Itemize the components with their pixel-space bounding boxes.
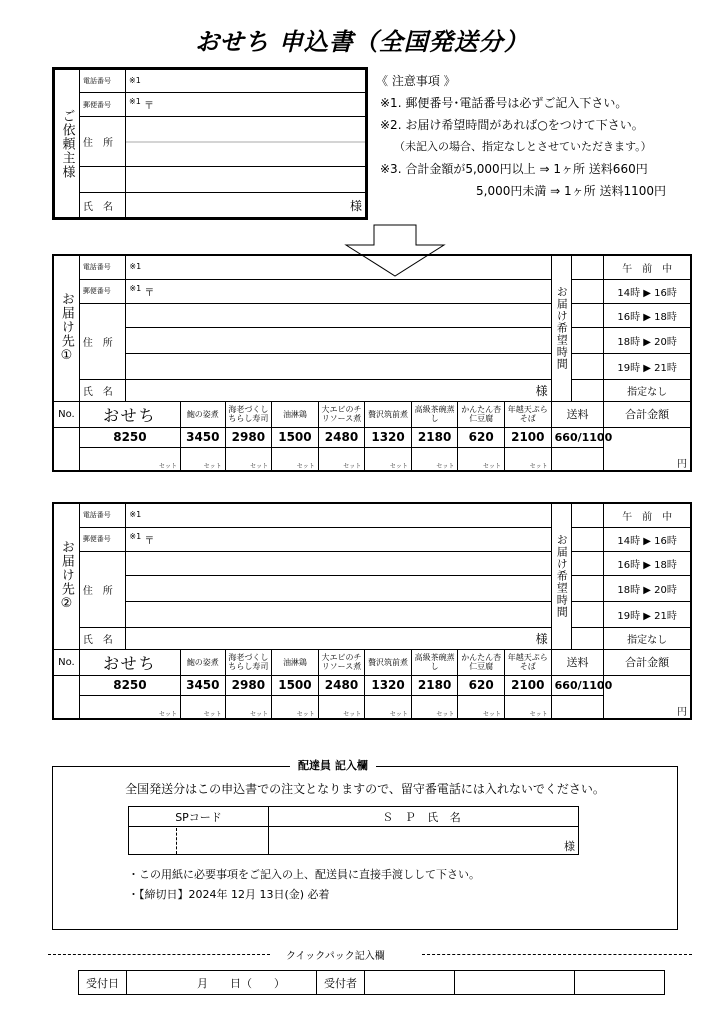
recipient-2-time-circle-1[interactable] [571, 527, 603, 551]
recipient-1-time-label: お届け希望時間 [551, 255, 571, 401]
quickpack-table [78, 970, 665, 995]
recipient-2-qty-7[interactable]: セット [458, 695, 505, 719]
recipient-2-name-label: 氏 名 [79, 627, 126, 649]
delivery-bullet-1: ・この用紙に必要事項をご記入の上、配送員に直接手渡しして下さい。 [128, 868, 480, 881]
recipient-2-qty-3[interactable]: セット [272, 695, 319, 719]
recipient-1-time-0[interactable]: 午 前 中 [604, 255, 691, 279]
recipient-1-table [52, 254, 692, 472]
recipient-2-address-field-1[interactable] [126, 551, 551, 575]
recipient-1-product-8-price: 2100 [504, 427, 551, 447]
recipient-1-product-5-name: 贅沢筑前煮 [365, 401, 412, 427]
recipient-1-name-field[interactable]: 様 [126, 379, 551, 401]
recipient-1-qty-2[interactable]: セット [225, 447, 272, 471]
recipient-2-address-label: 住 所 [79, 551, 126, 627]
recipient-1-qty-5[interactable]: セット [365, 447, 412, 471]
recipient-2-qty-2[interactable]: セット [225, 695, 272, 719]
recipient-1-product-3-price: 1500 [272, 427, 319, 447]
recipient-1-address-field-2[interactable] [126, 327, 551, 353]
recipient-2-total-label: 合計金額 [604, 649, 691, 675]
recipient-1-shipping-label: 送料 [551, 401, 604, 427]
recipient-1-product-1-price: 3450 [181, 427, 226, 447]
recipient-2-label: お届け先② [53, 503, 79, 649]
recipient-2-postal-field[interactable]: $^{※1}$ 〒 [126, 527, 551, 551]
recipient-1-postal-field[interactable]: $^{※1}$ 〒 [126, 279, 551, 303]
recipient-2-time-circle-5[interactable] [571, 627, 603, 649]
recipient-1-address-field-3[interactable] [126, 353, 551, 379]
delivery-message: 全国発送分はこの申込書での注文となりますので、留守番電話には入れないでください。 [125, 782, 605, 796]
recipient-2-time-circle-4[interactable] [571, 601, 603, 627]
recipient-1-product-4-price: 2480 [318, 427, 365, 447]
recipient-2-table [52, 502, 692, 720]
recipient-2-shipping-value: 660/1100 [551, 675, 604, 695]
requester-name-field[interactable]: 様 [126, 193, 367, 219]
requester-address-field-2[interactable] [126, 167, 367, 193]
recipient-2-address-field-3[interactable] [126, 601, 551, 627]
requester-address-field[interactable] [126, 117, 367, 167]
notes [376, 70, 716, 202]
delivery-title: 配達員 記入欄 [290, 757, 376, 773]
recipient-2-product-8-price: 2100 [504, 675, 551, 695]
recipient-2-time-circle-3[interactable] [571, 575, 603, 601]
recipient-1-product-0-price: 8250 [79, 427, 180, 447]
sp-code-label: SPコード [129, 807, 269, 827]
recipient-2-product-3-name: 油淋鶏 [272, 649, 319, 675]
recipient-2-product-2-name: 海老づくしちらし寿司 [225, 649, 272, 675]
note-4: ※3. 合計金額が5,000円以上 ⇒ 1ヶ所 送料660円 [380, 162, 648, 176]
note-1: ※1. 郵便番号･電話番号は必ずご記入下さい。 [380, 96, 628, 110]
recipient-1-product-5-price: 1320 [365, 427, 412, 447]
recipient-2-product-4-price: 2480 [318, 675, 365, 695]
recipient-2-product-5-name: 贅沢筑前煮 [365, 649, 412, 675]
note-5: 5,000円未満 ⇒ 1ヶ所 送料1100円 [476, 184, 667, 198]
recipient-2-no-label: No. [53, 649, 79, 675]
recipient-2-time-5[interactable]: 指定なし [604, 627, 691, 649]
requester-label: ご依頼主様 [54, 69, 80, 219]
recipient-1-product-2-price: 2980 [225, 427, 272, 447]
recipient-1-total-label: 合計金額 [604, 401, 691, 427]
recipient-1-product-2-name: 海老づくしちらし寿司 [225, 401, 272, 427]
requester-phone-label: 電話番号 [80, 69, 126, 93]
recipient-2-time-1[interactable]: 14時 ▶ 16時 [604, 527, 691, 551]
recipient-2-qty-4[interactable]: セット [318, 695, 365, 719]
delivery-bullet-2: ・【締切日】2024年 12月 13日(金) 必着 [128, 888, 330, 901]
quickpack-title: クイックパック記入欄 [286, 951, 385, 962]
recipient-2-product-5-price: 1320 [365, 675, 412, 695]
recipient-1-time-circle-4[interactable] [571, 353, 603, 379]
recipient-2-postal-label: 郵便番号 [79, 527, 126, 551]
received-date-label: 受付日 [79, 971, 127, 995]
recipient-1-qty-3[interactable]: セット [272, 447, 319, 471]
recipient-1-time-1[interactable]: 14時 ▶ 16時 [604, 279, 691, 303]
recipient-2-time-circle-0[interactable] [571, 503, 603, 527]
sp-name-label: Ｓ Ｐ 氏 名 [269, 807, 579, 827]
received-date-field[interactable]: 月 日（ ） [127, 971, 317, 995]
recipient-1-phone-field[interactable]: ※1 [126, 255, 551, 279]
requester-address-label-2 [80, 167, 126, 193]
recipient-2-product-7-name: かんたん杏仁豆腐 [458, 649, 505, 675]
recipient-1-no-field[interactable] [53, 427, 79, 471]
recipient-1-total-field[interactable]: 円 [604, 427, 691, 471]
recipient-1-qty-7[interactable]: セット [458, 447, 505, 471]
recipient-2-time-0[interactable]: 午 前 中 [604, 503, 691, 527]
recipient-2-qty-6[interactable]: セット [411, 695, 458, 719]
recipient-2-phone-field[interactable]: ※1 [126, 503, 551, 527]
receiver-field[interactable] [365, 971, 455, 995]
requester-address-label: 住 所 [80, 117, 126, 167]
requester-table [52, 67, 368, 220]
recipient-1-name-label: 氏 名 [79, 379, 126, 401]
recipient-1-qty-1[interactable]: セット [181, 447, 226, 471]
note-3: （未記入の場合、指定なしとさせていただきます。） [394, 140, 652, 153]
recipient-2-name-field[interactable]: 様 [126, 627, 551, 649]
sp-code-field[interactable] [129, 827, 269, 855]
recipient-1-product-3-name: 油淋鶏 [272, 401, 319, 427]
recipient-1-phone-label: 電話番号 [79, 255, 126, 279]
recipient-1-time-3[interactable]: 18時 ▶ 20時 [604, 327, 691, 353]
requester-postal-label: 郵便番号 [80, 93, 126, 117]
recipient-1-time-5[interactable]: 指定なし [604, 379, 691, 401]
recipient-1-postal-label: 郵便番号 [79, 279, 126, 303]
recipient-2-product-1-price: 3450 [181, 675, 226, 695]
recipient-2-qty-8[interactable]: セット [504, 695, 551, 719]
recipient-2-address-field-2[interactable] [126, 575, 551, 601]
recipient-2-qty-5[interactable]: セット [365, 695, 412, 719]
recipient-1-label: お届け先① [53, 255, 79, 401]
sp-name-field[interactable]: 様 [269, 827, 579, 855]
recipient-2-time-2[interactable]: 16時 ▶ 18時 [604, 551, 691, 575]
page-title: おせち 申込書（全国発送分） [195, 28, 529, 56]
recipient-1-qty-8[interactable]: セット [504, 447, 551, 471]
recipient-2-product-0-name: おせち [79, 649, 180, 675]
recipient-1-product-7-price: 620 [458, 427, 505, 447]
quickpack-divider-left [48, 954, 270, 955]
recipient-1-shipping-value: 660/1100 [551, 427, 604, 447]
recipient-2-shipping-field[interactable] [551, 695, 604, 719]
recipient-1-qty-0[interactable]: セット [79, 447, 180, 471]
recipient-1-address-label: 住 所 [79, 303, 126, 379]
recipient-2-total-field[interactable]: 円 [604, 675, 691, 719]
requester-postal-field[interactable]: $^{※1}$ 〒 [126, 93, 367, 117]
recipient-2-product-7-price: 620 [458, 675, 505, 695]
recipient-2-product-2-price: 2980 [225, 675, 272, 695]
requester-phone-field[interactable]: ※1 [126, 69, 367, 93]
recipient-1-shipping-field[interactable] [551, 447, 604, 471]
requester-name-label: 氏 名 [80, 193, 126, 219]
recipient-2-product-0-price: 8250 [79, 675, 180, 695]
recipient-2-shipping-label: 送料 [551, 649, 604, 675]
recipient-1-time-circle-1[interactable] [571, 279, 603, 303]
recipient-2-product-6-price: 2180 [411, 675, 458, 695]
recipient-2-product-4-name: 大エビのチリソース煮 [318, 649, 365, 675]
recipient-2-product-6-name: 高級茶碗蒸し [411, 649, 458, 675]
recipient-2-product-3-price: 1500 [272, 675, 319, 695]
recipient-2-qty-1[interactable]: セット [181, 695, 226, 719]
recipient-1-product-8-name: 年越天ぷらそば [504, 401, 551, 427]
recipient-2-phone-label: 電話番号 [79, 503, 126, 527]
recipient-1-time-circle-0[interactable] [571, 255, 603, 279]
recipient-2-product-8-name: 年越天ぷらそば [504, 649, 551, 675]
recipient-1-time-4[interactable]: 19時 ▶ 21時 [604, 353, 691, 379]
note-2: ※2. お届け希望時間があれば○をつけて下さい。 [380, 118, 644, 132]
recipient-1-product-6-name: 高級茶碗蒸し [411, 401, 458, 427]
recipient-1-time-circle-2[interactable] [571, 303, 603, 327]
recipient-2-time-4[interactable]: 19時 ▶ 21時 [604, 601, 691, 627]
recipient-1-product-7-name: かんたん杏仁豆腐 [458, 401, 505, 427]
quickpack-divider-right [422, 954, 692, 955]
sp-table [128, 806, 579, 855]
recipient-1-qty-6[interactable]: セット [411, 447, 458, 471]
recipient-2-qty-0[interactable]: セット [79, 695, 180, 719]
recipient-1-time-circle-5[interactable] [571, 379, 603, 401]
recipient-1-product-4-name: 大エビのチリソース煮 [318, 401, 365, 427]
recipient-1-time-circle-3[interactable] [571, 327, 603, 353]
recipient-1-time-2[interactable]: 16時 ▶ 18時 [604, 303, 691, 327]
recipient-2-time-3[interactable]: 18時 ▶ 20時 [604, 575, 691, 601]
recipient-2-no-field[interactable] [53, 675, 79, 719]
quickpack-field-1[interactable] [455, 971, 575, 995]
recipient-1-address-field-1[interactable] [126, 303, 551, 327]
recipient-2-time-circle-2[interactable] [571, 551, 603, 575]
recipient-1-product-1-name: 鮑の姿煮 [181, 401, 226, 427]
recipient-2-time-label: お届け希望時間 [551, 503, 571, 649]
recipient-1-qty-4[interactable]: セット [318, 447, 365, 471]
recipient-2-product-1-name: 鮑の姿煮 [181, 649, 226, 675]
recipient-1-product-6-price: 2180 [411, 427, 458, 447]
recipient-1-product-0-name: おせち [79, 401, 180, 427]
quickpack-field-2[interactable] [575, 971, 665, 995]
notes-heading: 《 注意事項 》 [376, 74, 456, 88]
recipient-1-no-label: No. [53, 401, 79, 427]
receiver-label: 受付者 [317, 971, 365, 995]
